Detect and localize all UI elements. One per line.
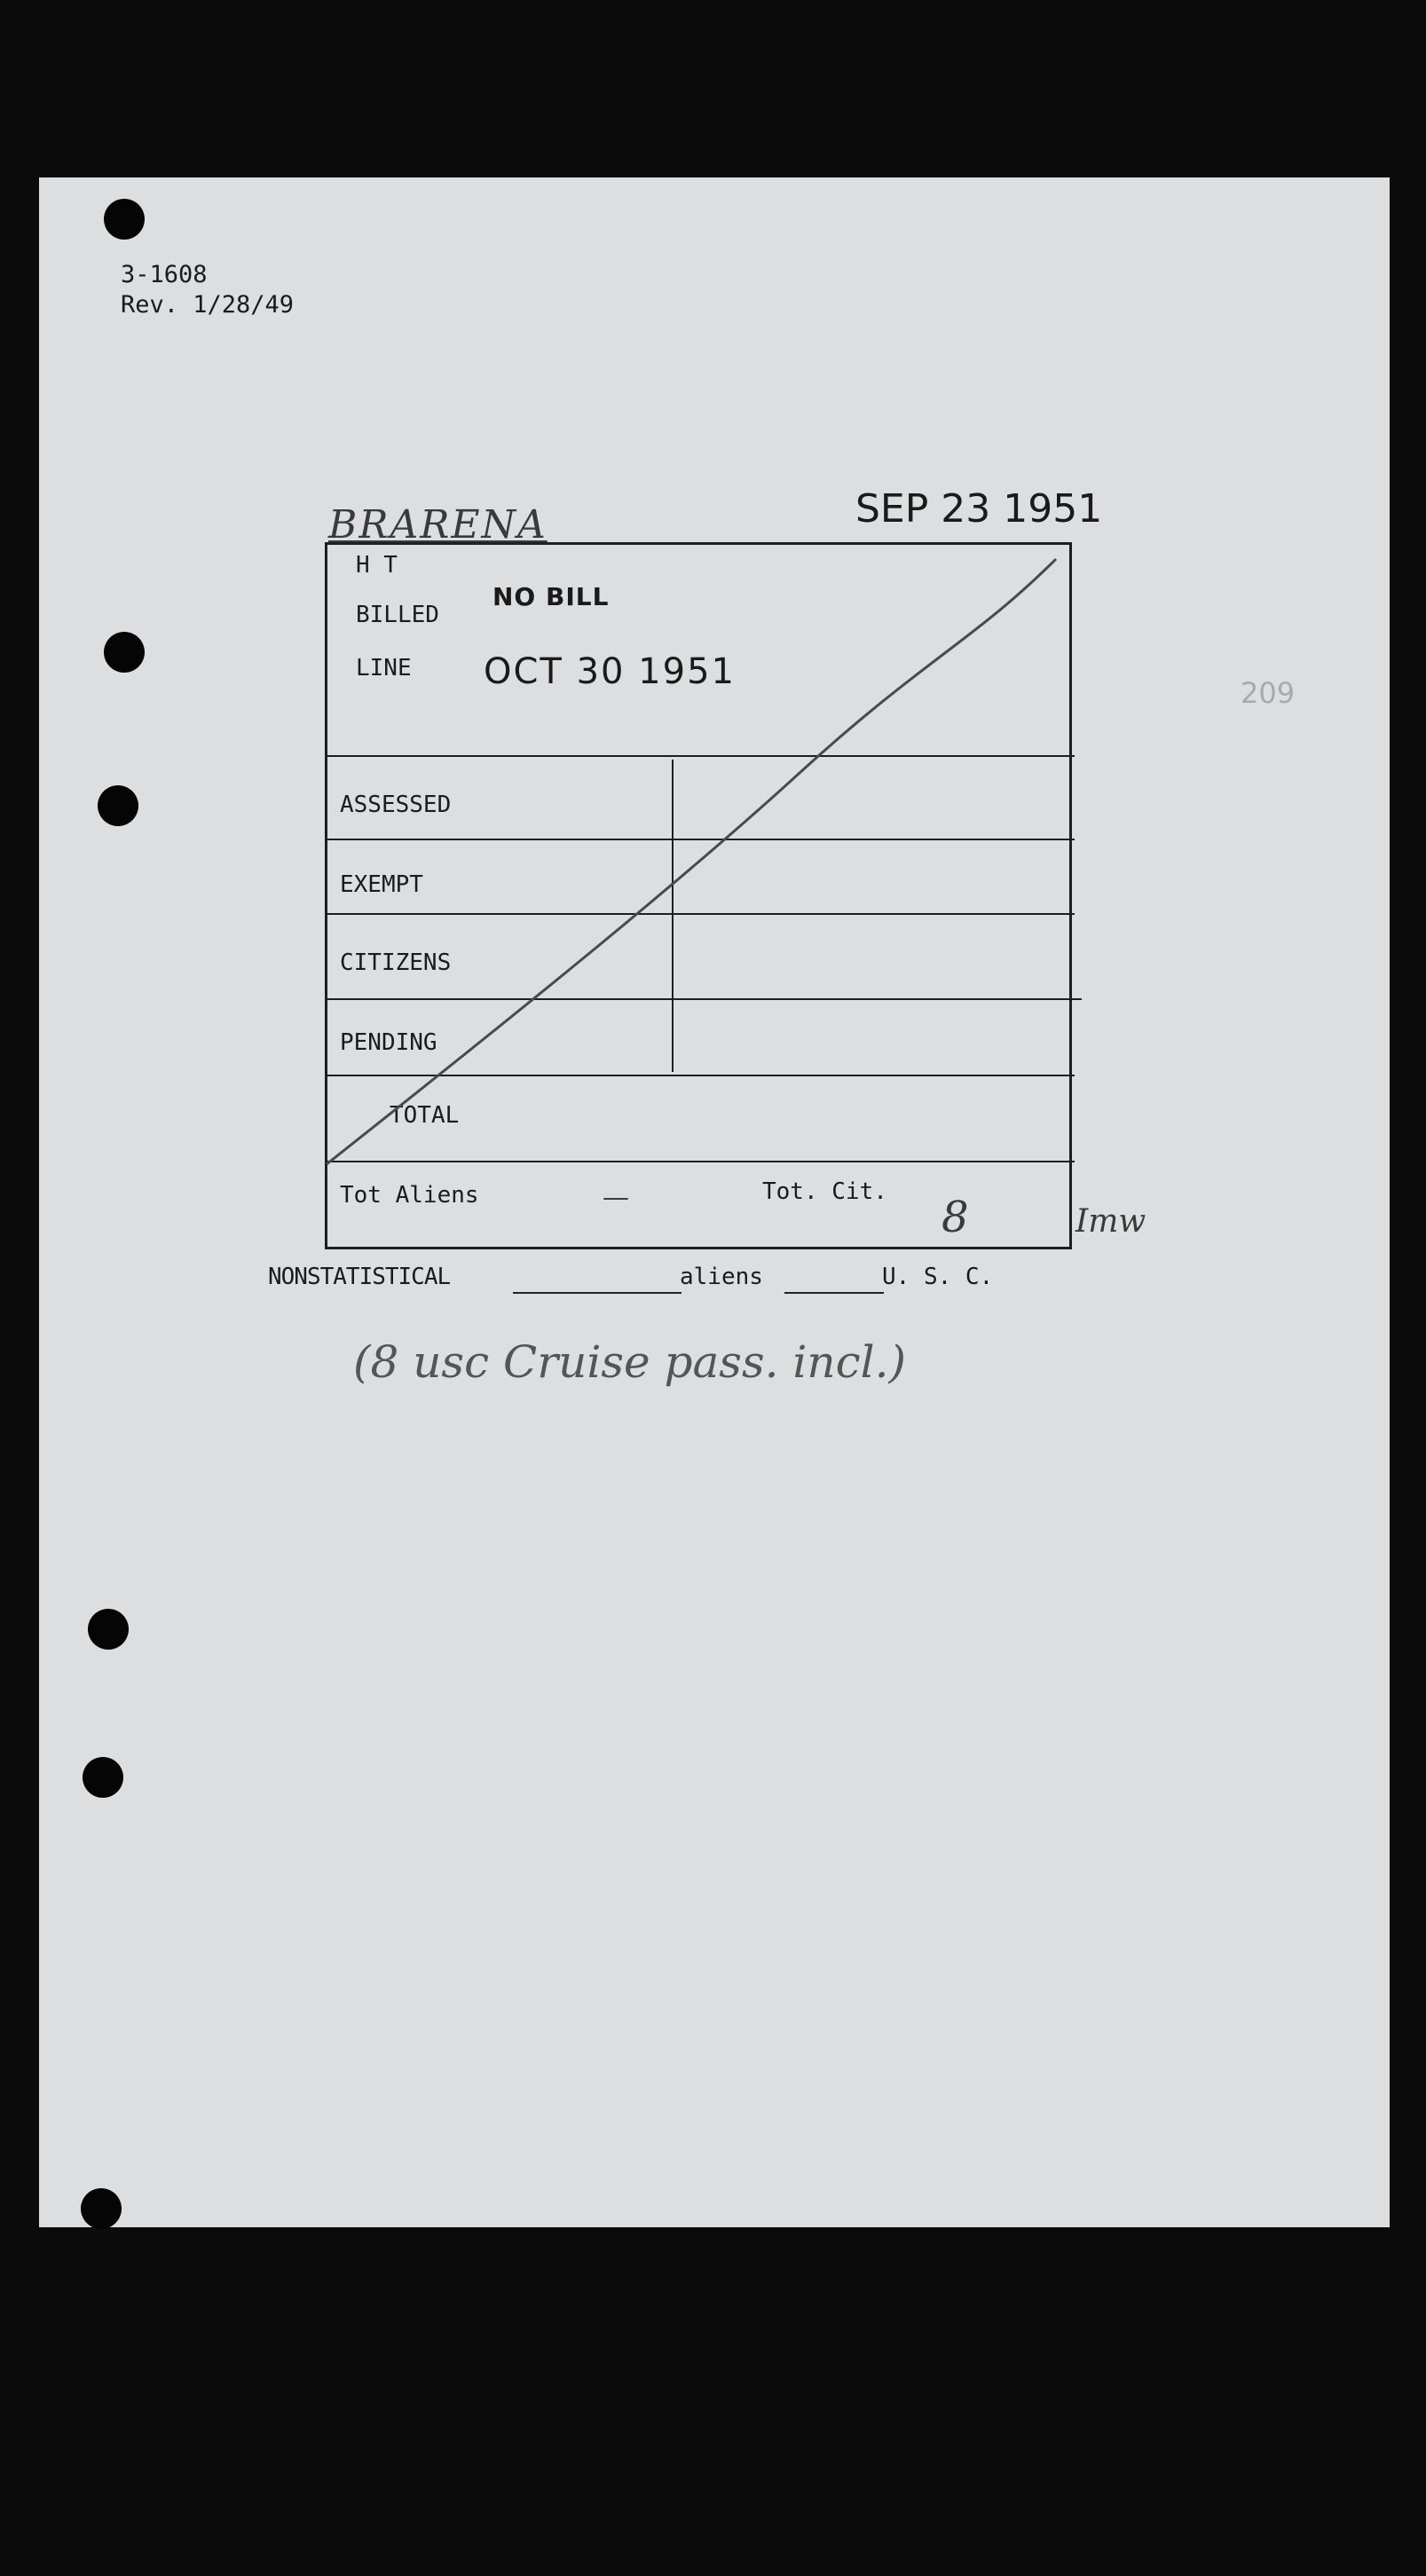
billed-stamp: NO BILL xyxy=(492,582,610,611)
page-number: 209 xyxy=(1241,676,1296,710)
aliens-label: aliens xyxy=(680,1264,763,1290)
line-date-stamp: OCT 30 1951 xyxy=(484,651,736,692)
total-label: TOTAL xyxy=(390,1102,460,1129)
usc-label: U. S. C. xyxy=(882,1264,994,1290)
row-label-exempt: EXEMPT xyxy=(340,871,423,898)
handwritten-note: (8 usc Cruise pass. incl.) xyxy=(353,1336,906,1388)
row-label-assessed: ASSESSED xyxy=(340,792,452,818)
tot-aliens-label: Tot Aliens xyxy=(340,1182,479,1209)
blank-line xyxy=(784,1292,884,1294)
tot-cit-value: 8 xyxy=(941,1193,969,1242)
form-revision: Rev. 1/28/49 xyxy=(121,291,295,319)
tot-cit-label: Tot. Cit. xyxy=(762,1178,887,1205)
line-label: LINE xyxy=(356,655,412,681)
form-number: 3-1608 xyxy=(121,261,208,288)
vessel-name: BRARENA xyxy=(328,502,548,547)
billed-label: BILLED xyxy=(356,602,439,628)
arrival-date-stamp: SEP 23 1951 xyxy=(855,486,1103,532)
row-label-pending: PENDING xyxy=(340,1029,437,1056)
initials: Imw xyxy=(1075,1203,1146,1240)
blank-line xyxy=(513,1292,681,1294)
row-label-citizens: CITIZENS xyxy=(340,949,452,976)
ht-label: H T xyxy=(356,552,398,579)
nonstatistical-label: NONSTATISTICAL xyxy=(268,1264,451,1290)
tot-aliens-value: — xyxy=(603,1182,629,1213)
